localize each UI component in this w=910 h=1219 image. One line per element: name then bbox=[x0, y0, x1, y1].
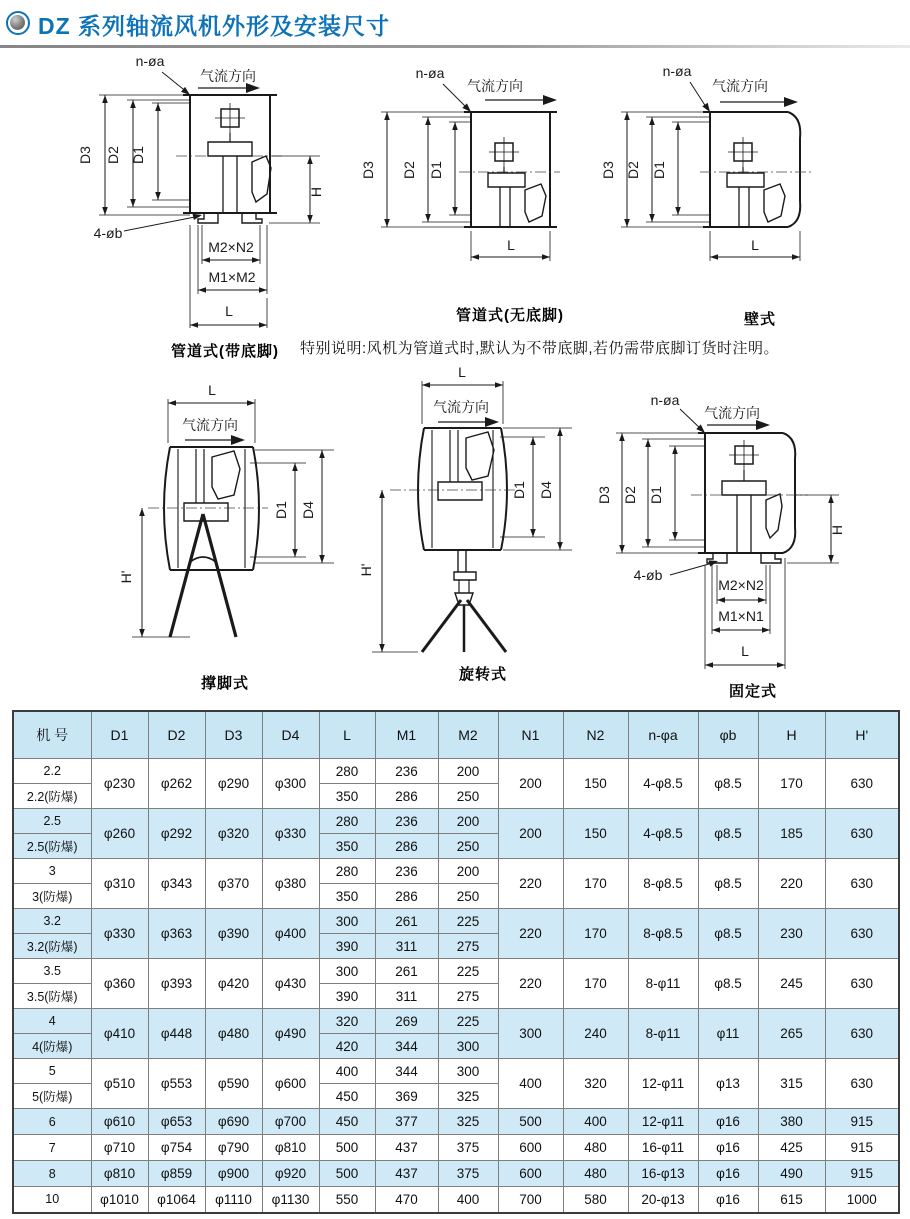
diameter-cell: φ300 bbox=[262, 759, 319, 809]
bolt-circle-cell: 16-φ11 bbox=[628, 1135, 698, 1161]
model-cell: 10 bbox=[13, 1187, 91, 1213]
dim-label-d2: D2 bbox=[105, 146, 121, 164]
h-prime-cell: 630 bbox=[825, 759, 899, 809]
col-header-6: M1 bbox=[375, 711, 438, 759]
table-header-row bbox=[13, 711, 899, 759]
title-divider bbox=[0, 45, 910, 48]
dim-label-l: L bbox=[507, 237, 515, 253]
model-cell: 2.2(防爆) bbox=[13, 784, 91, 809]
lmm-cell: 280 bbox=[319, 759, 375, 784]
dim-label-d1: D1 bbox=[648, 486, 664, 504]
n1-cell: 400 bbox=[498, 1059, 563, 1109]
lmm-cell: 250 bbox=[438, 784, 498, 809]
diameter-cell: φ400 bbox=[262, 909, 319, 959]
diameter-cell: φ380 bbox=[262, 859, 319, 909]
bolt-circle-cell: 8-φ8.5 bbox=[628, 909, 698, 959]
lmm-cell: 350 bbox=[319, 784, 375, 809]
bolt-circle-cell: 12-φ11 bbox=[628, 1059, 698, 1109]
diameter-cell: φ420 bbox=[205, 959, 262, 1009]
col-header-12: H bbox=[758, 711, 825, 759]
lmm-cell: 286 bbox=[375, 884, 438, 909]
diameter-cell: φ790 bbox=[205, 1135, 262, 1161]
n1-cell: 200 bbox=[498, 759, 563, 809]
lmm-cell: 377 bbox=[375, 1109, 438, 1135]
dim-label-airflow: 气流方向 bbox=[433, 399, 489, 415]
n2-cell: 170 bbox=[563, 909, 628, 959]
diameter-cell: φ1010 bbox=[91, 1187, 148, 1213]
diagram-caption: 管道式(带底脚) bbox=[171, 343, 279, 360]
lmm-cell: 300 bbox=[319, 959, 375, 984]
diameter-cell: φ510 bbox=[91, 1059, 148, 1109]
diameter-cell: φ390 bbox=[205, 909, 262, 959]
h-cell: 615 bbox=[758, 1187, 825, 1213]
col-header-11: φb bbox=[698, 711, 758, 759]
dim-label-m1m2: M1×M2 bbox=[208, 269, 256, 285]
model-cell: 3.5(防爆) bbox=[13, 984, 91, 1009]
n2-cell: 150 bbox=[563, 759, 628, 809]
lmm-cell: 225 bbox=[438, 1009, 498, 1034]
dim-label-d2: D2 bbox=[625, 161, 641, 179]
h-cell: 230 bbox=[758, 909, 825, 959]
h-prime-cell: 630 bbox=[825, 959, 899, 1009]
diameter-cell: φ920 bbox=[262, 1161, 319, 1187]
table-row bbox=[13, 1135, 899, 1161]
lmm-cell: 350 bbox=[319, 884, 375, 909]
h-prime-cell: 630 bbox=[825, 1009, 899, 1059]
diameter-cell: φ610 bbox=[91, 1109, 148, 1135]
dim-label-na: n-øa bbox=[650, 392, 680, 408]
phi-b-cell: φ16 bbox=[698, 1109, 758, 1135]
col-header-5: L bbox=[319, 711, 375, 759]
h-cell: 265 bbox=[758, 1009, 825, 1059]
diameter-cell: φ600 bbox=[262, 1059, 319, 1109]
n2-cell: 320 bbox=[563, 1059, 628, 1109]
dim-label-d2: D2 bbox=[401, 161, 417, 179]
lmm-cell: 390 bbox=[319, 984, 375, 1009]
dim-label-na: n-øa bbox=[415, 65, 445, 81]
diameter-cell: φ360 bbox=[91, 959, 148, 1009]
col-header-8: N1 bbox=[498, 711, 563, 759]
lmm-cell: 437 bbox=[375, 1161, 438, 1187]
dim-label-fb: 4-øb bbox=[93, 225, 123, 241]
diameter-cell: φ310 bbox=[91, 859, 148, 909]
table-row bbox=[13, 809, 899, 834]
model-cell: 2.5(防爆) bbox=[13, 834, 91, 859]
n2-cell: 170 bbox=[563, 859, 628, 909]
lmm-cell: 350 bbox=[319, 834, 375, 859]
lmm-cell: 311 bbox=[375, 934, 438, 959]
model-cell: 7 bbox=[13, 1135, 91, 1161]
dim-label-airflow: 气流方向 bbox=[704, 405, 760, 421]
h-cell: 220 bbox=[758, 859, 825, 909]
dim-label-d1: D1 bbox=[273, 501, 289, 519]
h-cell: 380 bbox=[758, 1109, 825, 1135]
diagram-caption: 壁式 bbox=[743, 311, 776, 328]
diagram-fixed-type bbox=[596, 378, 910, 703]
lmm-cell: 269 bbox=[375, 1009, 438, 1034]
col-header-13: H' bbox=[825, 711, 899, 759]
table-row bbox=[13, 1109, 899, 1135]
dim-label-d1: D1 bbox=[511, 481, 527, 499]
dim-label-fb: 4-øb bbox=[633, 567, 663, 583]
phi-b-cell: φ8.5 bbox=[698, 759, 758, 809]
model-cell: 5(防爆) bbox=[13, 1084, 91, 1109]
diagram-caption: 固定式 bbox=[728, 683, 777, 700]
diameter-cell: φ690 bbox=[205, 1109, 262, 1135]
lmm-cell: 286 bbox=[375, 784, 438, 809]
dim-label-l: L bbox=[751, 237, 759, 253]
diameter-cell: φ393 bbox=[148, 959, 205, 1009]
lmm-cell: 437 bbox=[375, 1135, 438, 1161]
phi-b-cell: φ8.5 bbox=[698, 859, 758, 909]
dim-label-h: H bbox=[308, 186, 324, 198]
lmm-cell: 225 bbox=[438, 959, 498, 984]
lmm-cell: 311 bbox=[375, 984, 438, 1009]
lmm-cell: 280 bbox=[319, 859, 375, 884]
lmm-cell: 261 bbox=[375, 959, 438, 984]
dim-label-airflow: 气流方向 bbox=[712, 78, 768, 94]
diagram-duct-with-feet bbox=[28, 52, 333, 364]
diameter-cell: φ590 bbox=[205, 1059, 262, 1109]
n1-cell: 220 bbox=[498, 909, 563, 959]
table-row bbox=[13, 1009, 899, 1034]
phi-b-cell: φ16 bbox=[698, 1161, 758, 1187]
col-header-1: D1 bbox=[91, 711, 148, 759]
diameter-cell: φ260 bbox=[91, 809, 148, 859]
table-row bbox=[13, 1161, 899, 1187]
dimension-table-wrap bbox=[12, 710, 898, 1214]
lmm-cell: 250 bbox=[438, 834, 498, 859]
dim-label-m1n1: M1×N1 bbox=[718, 608, 764, 624]
h-prime-cell: 630 bbox=[825, 1059, 899, 1109]
diameter-cell: φ859 bbox=[148, 1161, 205, 1187]
bolt-circle-cell: 8-φ11 bbox=[628, 959, 698, 1009]
model-cell: 4 bbox=[13, 1009, 91, 1034]
dim-label-d3: D3 bbox=[596, 486, 612, 504]
diagram-caption: 旋转式 bbox=[458, 666, 507, 683]
n2-cell: 150 bbox=[563, 809, 628, 859]
lmm-cell: 236 bbox=[375, 759, 438, 784]
dim-label-airflow: 气流方向 bbox=[467, 78, 523, 94]
h-cell: 245 bbox=[758, 959, 825, 1009]
dimension-table bbox=[12, 710, 900, 1214]
diameter-cell: φ653 bbox=[148, 1109, 205, 1135]
lmm-cell: 200 bbox=[438, 809, 498, 834]
h-prime-cell: 630 bbox=[825, 809, 899, 859]
model-cell: 4(防爆) bbox=[13, 1034, 91, 1059]
bolt-circle-cell: 8-φ11 bbox=[628, 1009, 698, 1059]
diameter-cell: φ553 bbox=[148, 1059, 205, 1109]
lmm-cell: 344 bbox=[375, 1034, 438, 1059]
diameter-cell: φ448 bbox=[148, 1009, 205, 1059]
h-prime-cell: 915 bbox=[825, 1135, 899, 1161]
diameter-cell: φ292 bbox=[148, 809, 205, 859]
lmm-cell: 375 bbox=[438, 1135, 498, 1161]
n2-cell: 480 bbox=[563, 1135, 628, 1161]
dim-label-d3: D3 bbox=[77, 146, 93, 164]
col-header-4: D4 bbox=[262, 711, 319, 759]
title-bullet-icon bbox=[6, 11, 30, 35]
lmm-cell: 300 bbox=[319, 909, 375, 934]
table-row bbox=[13, 959, 899, 984]
bolt-circle-cell: 4-φ8.5 bbox=[628, 809, 698, 859]
diameter-cell: φ810 bbox=[262, 1135, 319, 1161]
diagram-rotary-type bbox=[358, 360, 630, 705]
dim-label-d1: D1 bbox=[651, 161, 667, 179]
diameter-cell: φ230 bbox=[91, 759, 148, 809]
h-cell: 425 bbox=[758, 1135, 825, 1161]
dim-label-m2n2: M2×N2 bbox=[208, 239, 254, 255]
dim-label-l: L bbox=[741, 643, 749, 659]
n1-cell: 300 bbox=[498, 1009, 563, 1059]
phi-b-cell: φ8.5 bbox=[698, 959, 758, 1009]
bolt-circle-cell: 4-φ8.5 bbox=[628, 759, 698, 809]
dim-label-airflow: 气流方向 bbox=[200, 68, 256, 84]
lmm-cell: 275 bbox=[438, 984, 498, 1009]
n2-cell: 170 bbox=[563, 959, 628, 1009]
lmm-cell: 250 bbox=[438, 884, 498, 909]
n1-cell: 500 bbox=[498, 1109, 563, 1135]
h-prime-cell: 1000 bbox=[825, 1187, 899, 1213]
page-title: DZ 系列轴流风机外形及安装尺寸 bbox=[38, 13, 391, 39]
h-cell: 490 bbox=[758, 1161, 825, 1187]
dim-label-h: H bbox=[829, 524, 845, 536]
n2-cell: 400 bbox=[563, 1109, 628, 1135]
lmm-cell: 275 bbox=[438, 934, 498, 959]
diameter-cell: φ363 bbox=[148, 909, 205, 959]
h-cell: 170 bbox=[758, 759, 825, 809]
n1-cell: 220 bbox=[498, 859, 563, 909]
table-row bbox=[13, 859, 899, 884]
dim-label-d2: D2 bbox=[622, 486, 638, 504]
col-header-2: D2 bbox=[148, 711, 205, 759]
diagram-wall-type bbox=[600, 58, 910, 333]
diagram-caption: 管道式(无底脚) bbox=[456, 307, 564, 324]
n1-cell: 220 bbox=[498, 959, 563, 1009]
dim-label-d1: D1 bbox=[130, 146, 146, 164]
lmm-cell: 200 bbox=[438, 859, 498, 884]
table-row bbox=[13, 1059, 899, 1084]
lmm-cell: 450 bbox=[319, 1109, 375, 1135]
col-header-0: 机 号 bbox=[13, 711, 91, 759]
lmm-cell: 300 bbox=[438, 1034, 498, 1059]
diameter-cell: φ810 bbox=[91, 1161, 148, 1187]
n1-cell: 200 bbox=[498, 809, 563, 859]
dim-label-airflow: 气流方向 bbox=[182, 417, 238, 433]
h-prime-cell: 630 bbox=[825, 909, 899, 959]
model-cell: 6 bbox=[13, 1109, 91, 1135]
diameter-cell: φ480 bbox=[205, 1009, 262, 1059]
dim-label-na: n-øa bbox=[662, 63, 692, 79]
lmm-cell: 325 bbox=[438, 1109, 498, 1135]
diameter-cell: φ490 bbox=[262, 1009, 319, 1059]
lmm-cell: 320 bbox=[319, 1009, 375, 1034]
col-header-3: D3 bbox=[205, 711, 262, 759]
diagram-support-leg-type bbox=[100, 372, 375, 697]
lmm-cell: 400 bbox=[319, 1059, 375, 1084]
lmm-cell: 300 bbox=[438, 1059, 498, 1084]
diameter-cell: φ290 bbox=[205, 759, 262, 809]
phi-b-cell: φ11 bbox=[698, 1009, 758, 1059]
table-row bbox=[13, 1187, 899, 1213]
diameter-cell: φ262 bbox=[148, 759, 205, 809]
lmm-cell: 236 bbox=[375, 859, 438, 884]
n1-cell: 600 bbox=[498, 1135, 563, 1161]
col-header-10: n-φa bbox=[628, 711, 698, 759]
diameter-cell: φ1130 bbox=[262, 1187, 319, 1213]
dim-label-na: n-øa bbox=[135, 53, 165, 69]
bolt-circle-cell: 8-φ8.5 bbox=[628, 859, 698, 909]
model-cell: 3.2 bbox=[13, 909, 91, 934]
n2-cell: 480 bbox=[563, 1161, 628, 1187]
lmm-cell: 225 bbox=[438, 909, 498, 934]
lmm-cell: 420 bbox=[319, 1034, 375, 1059]
phi-b-cell: φ13 bbox=[698, 1059, 758, 1109]
phi-b-cell: φ16 bbox=[698, 1187, 758, 1213]
table-row bbox=[13, 759, 899, 784]
model-cell: 8 bbox=[13, 1161, 91, 1187]
lmm-cell: 550 bbox=[319, 1187, 375, 1213]
lmm-cell: 400 bbox=[438, 1187, 498, 1213]
lmm-cell: 325 bbox=[438, 1084, 498, 1109]
dim-label-hp: H' bbox=[118, 570, 134, 584]
diameter-cell: φ700 bbox=[262, 1109, 319, 1135]
n1-cell: 700 bbox=[498, 1187, 563, 1213]
lmm-cell: 344 bbox=[375, 1059, 438, 1084]
lmm-cell: 470 bbox=[375, 1187, 438, 1213]
special-note: 特别说明:风机为管道式时,默认为不带底脚,若仍需带底脚订货时注明。 bbox=[300, 340, 780, 357]
col-header-7: M2 bbox=[438, 711, 498, 759]
h-prime-cell: 915 bbox=[825, 1109, 899, 1135]
diameter-cell: φ330 bbox=[91, 909, 148, 959]
diagram-duct-no-feet bbox=[345, 58, 615, 323]
diameter-cell: φ343 bbox=[148, 859, 205, 909]
lmm-cell: 261 bbox=[375, 909, 438, 934]
lmm-cell: 500 bbox=[319, 1135, 375, 1161]
h-prime-cell: 630 bbox=[825, 859, 899, 909]
model-cell: 5 bbox=[13, 1059, 91, 1084]
dim-label-hp: H' bbox=[358, 563, 374, 577]
dim-label-l: L bbox=[458, 364, 466, 380]
lmm-cell: 236 bbox=[375, 809, 438, 834]
diameter-cell: φ1110 bbox=[205, 1187, 262, 1213]
model-cell: 3.5 bbox=[13, 959, 91, 984]
bolt-circle-cell: 20-φ13 bbox=[628, 1187, 698, 1213]
n2-cell: 580 bbox=[563, 1187, 628, 1213]
lmm-cell: 280 bbox=[319, 809, 375, 834]
diameter-cell: φ370 bbox=[205, 859, 262, 909]
bolt-circle-cell: 12-φ11 bbox=[628, 1109, 698, 1135]
n1-cell: 600 bbox=[498, 1161, 563, 1187]
lmm-cell: 450 bbox=[319, 1084, 375, 1109]
dim-label-d4: D4 bbox=[300, 501, 316, 519]
model-cell: 3 bbox=[13, 859, 91, 884]
phi-b-cell: φ16 bbox=[698, 1135, 758, 1161]
diameter-cell: φ430 bbox=[262, 959, 319, 1009]
dim-label-d1: D1 bbox=[428, 161, 444, 179]
dim-label-d3: D3 bbox=[600, 161, 616, 179]
n2-cell: 240 bbox=[563, 1009, 628, 1059]
diagram-caption: 撑脚式 bbox=[200, 675, 249, 692]
diameter-cell: φ710 bbox=[91, 1135, 148, 1161]
h-prime-cell: 915 bbox=[825, 1161, 899, 1187]
phi-b-cell: φ8.5 bbox=[698, 809, 758, 859]
diameter-cell: φ1064 bbox=[148, 1187, 205, 1213]
diameter-cell: φ410 bbox=[91, 1009, 148, 1059]
lmm-cell: 375 bbox=[438, 1161, 498, 1187]
dim-label-d4: D4 bbox=[538, 481, 554, 499]
dim-label-l: L bbox=[208, 382, 216, 398]
lmm-cell: 369 bbox=[375, 1084, 438, 1109]
model-cell: 2.2 bbox=[13, 759, 91, 784]
model-cell: 2.5 bbox=[13, 809, 91, 834]
model-cell: 3(防爆) bbox=[13, 884, 91, 909]
lmm-cell: 500 bbox=[319, 1161, 375, 1187]
diameter-cell: φ754 bbox=[148, 1135, 205, 1161]
lmm-cell: 286 bbox=[375, 834, 438, 859]
lmm-cell: 200 bbox=[438, 759, 498, 784]
diameter-cell: φ900 bbox=[205, 1161, 262, 1187]
h-cell: 185 bbox=[758, 809, 825, 859]
model-cell: 3.2(防爆) bbox=[13, 934, 91, 959]
dim-label-m2n2: M2×N2 bbox=[718, 577, 764, 593]
dim-label-d3: D3 bbox=[360, 161, 376, 179]
dim-label-l: L bbox=[225, 303, 233, 319]
phi-b-cell: φ8.5 bbox=[698, 909, 758, 959]
table-row bbox=[13, 909, 899, 934]
bolt-circle-cell: 16-φ13 bbox=[628, 1161, 698, 1187]
h-cell: 315 bbox=[758, 1059, 825, 1109]
lmm-cell: 390 bbox=[319, 934, 375, 959]
diameter-cell: φ330 bbox=[262, 809, 319, 859]
diameter-cell: φ320 bbox=[205, 809, 262, 859]
col-header-9: N2 bbox=[563, 711, 628, 759]
